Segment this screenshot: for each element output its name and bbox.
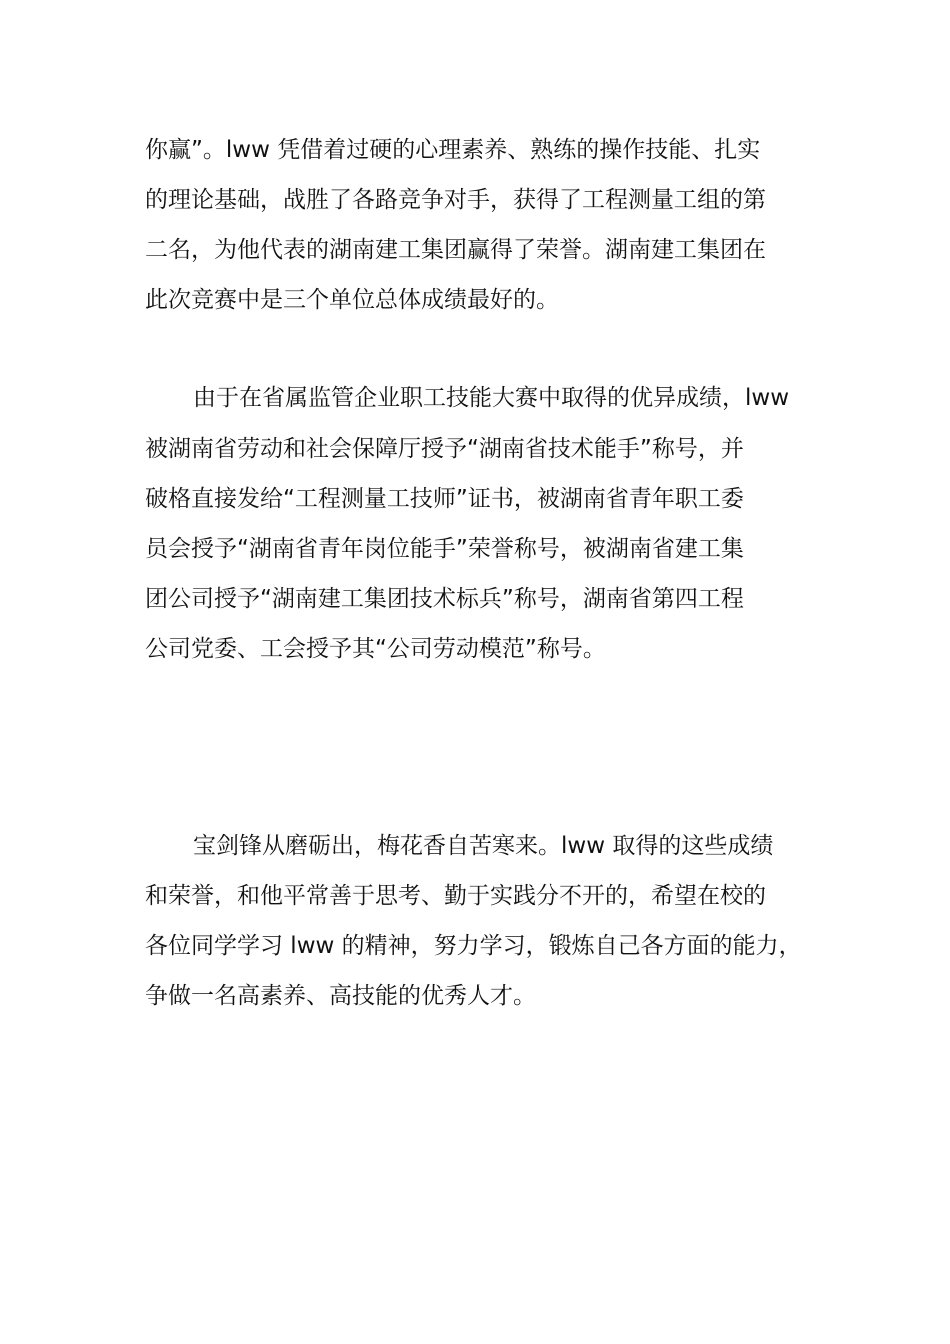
paragraph-3-line-1: 宝剑锋从磨砺出，梅花香自苦寒来。lww 取得的这些成绩: [193, 833, 774, 859]
paragraph-2-line-2: 被湖南省劳动和社会保障厅授予“湖南省技术能手”称号，并: [145, 436, 744, 462]
paragraph-1-line-4: 此次竞赛中是三个单位总体成绩最好的。: [145, 287, 559, 313]
paragraph-3-line-2: 和荣誉，和他平常善于思考、勤于实践分不开的，希望在校的: [145, 883, 766, 909]
paragraph-1-line-2: 的理论基础，战胜了各路竞争对手，获得了工程测量工组的第: [145, 187, 766, 213]
paragraph-2-line-5: 团公司授予“湖南建工集团技术标兵”称号，湖南省第四工程: [145, 586, 744, 612]
paragraph-1-line-3: 二名，为他代表的湖南建工集团赢得了荣誉。湖南建工集团在: [145, 237, 766, 263]
paragraph-3-line-3: 各位同学学习 lww 的精神，努力学习，锻炼自己各方面的能力，: [145, 933, 802, 959]
paragraph-1-line-1: 你赢”。lww 凭借着过硬的心理素养、熟练的操作技能、扎实: [145, 137, 761, 163]
paragraph-2-line-6: 公司党委、工会授予其“公司劳动模范”称号。: [145, 636, 606, 662]
paragraph-3-line-4: 争做一名高素养、高技能的优秀人才。: [145, 983, 536, 1009]
paragraph-2-line-1: 由于在省属监管企业职工技能大赛中取得的优异成绩，lww: [193, 385, 790, 411]
paragraph-2-line-4: 员会授予“湖南省青年岗位能手”荣誉称号，被湖南省建工集: [145, 536, 744, 562]
paragraph-2-line-3: 破格直接发给“工程测量工技师”证书，被湖南省青年职工委: [145, 486, 744, 512]
